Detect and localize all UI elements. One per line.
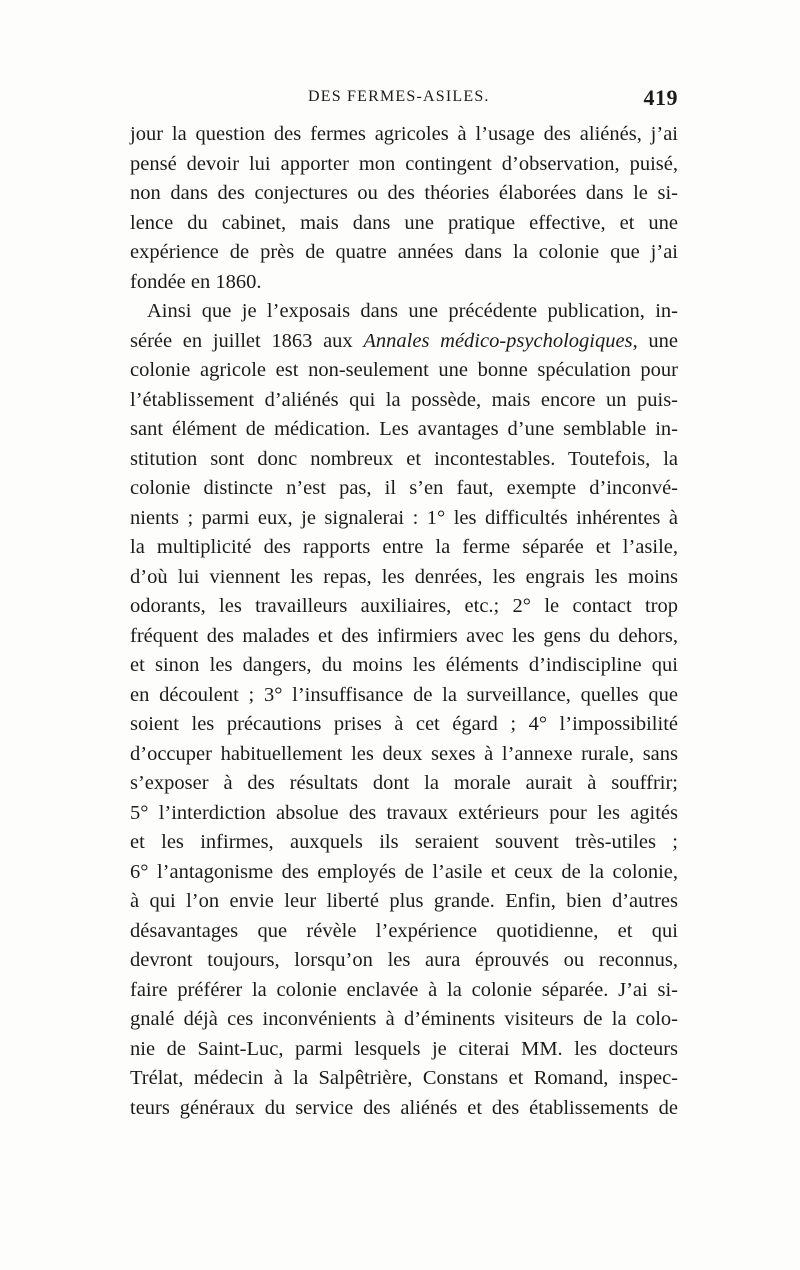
journal-title: Annales médico-psychologiques	[363, 329, 633, 352]
text-line: 6° l’antagonisme des employés de l’asile et ceux de la colonie,	[130, 860, 678, 883]
text-line: fondée en 1860.	[130, 270, 262, 293]
text-line: devront toujours, lorsqu’on les aura éprouvés ou reconnus,	[130, 949, 678, 971]
running-head	[130, 85, 678, 116]
text-line: 5° l’interdiction absolue des travaux extérieurs pour les agités	[130, 801, 678, 824]
text-line: non dans des conjectures ou des théories élaborées dans le si-	[130, 182, 678, 204]
text-line: d’occuper habituellement les deux sexes à l’annexe rurale, sans	[130, 742, 678, 765]
page-number: 419	[643, 85, 678, 110]
text-line: l’établissement d’aliénés qui la possède, mais encore un puis-	[130, 388, 678, 411]
text-line: désavantages que révèle l’expérience quotidienne, et qui	[130, 919, 678, 942]
text-line: odorants, les travailleurs auxiliaires, etc.; 2° le contact trop	[130, 595, 678, 617]
text-line: la multiplicité des rapports entre la ferme séparée et l’asile,	[130, 536, 678, 558]
text-segment: , une	[632, 329, 678, 352]
text-line: jour la question des fermes agricoles à l’usage des aliénés, j’ai	[130, 123, 678, 145]
text-line: Trélat, médecin à la Salpêtrière, Constans et Romand, inspec-	[130, 1067, 678, 1089]
body-text	[130, 120, 678, 1123]
text-line: stitution sont donc nombreux et incontestables. Toutefois, la	[130, 447, 678, 470]
text-line: lence du cabinet, mais dans une pratique effective, et une	[130, 211, 678, 234]
text-line-with-italic	[130, 327, 678, 357]
text-segment: sérée en juillet 1863 aux	[130, 329, 364, 352]
text-line: et les infirmes, auxquels ils seraient souvent très-utiles ;	[130, 831, 678, 853]
text-line: expérience de près de quatre années dans la colonie que j’ai	[130, 241, 678, 263]
text-line: et sinon les dangers, du moins les éléments d’indiscipline qui	[130, 654, 678, 676]
text-line: Ainsi que je l’exposais dans une précédente publication, in-	[147, 300, 678, 322]
text-line: sant élément de médication. Les avantages d’une semblable in-	[130, 418, 678, 440]
text-line: d’où lui viennent les repas, les denrées, les engrais les moins	[130, 565, 678, 588]
text-line: à qui l’on envie leur liberté plus grande. Enfin, bien d’autres	[130, 890, 678, 912]
text-line: s’exposer à des résultats dont la morale aurait à souffrir;	[130, 772, 678, 794]
text-line: colonie distincte n’est pas, il s’en faut, exempte d’inconvé-	[130, 477, 678, 499]
text-line: soient les précautions prises à cet égard ; 4° l’impossibilité	[130, 713, 678, 735]
text-line: teurs généraux du service des aliénés et des établissements de	[130, 1096, 678, 1119]
running-title: DES FERMES-ASILES.	[308, 88, 490, 105]
text-line: nie de Saint-Luc, parmi lesquels je citerai MM. les docteurs	[130, 1037, 678, 1060]
text-line: pensé devoir lui apporter mon contingent d’observation, puisé,	[130, 152, 678, 175]
text-line: colonie agricole est non-seulement une bonne spéculation pour	[130, 359, 678, 381]
text-line: fréquent des malades et des infirmiers avec les gens du dehors,	[130, 624, 678, 647]
text-line: en découlent ; 3° l’insuffisance de la surveillance, quelles que	[130, 683, 678, 706]
text-line: gnalé déjà ces inconvénients à d’éminents visiteurs de la colo-	[130, 1008, 678, 1030]
text-line: faire préférer la colonie enclavée à la colonie séparée. J’ai si-	[130, 978, 678, 1001]
text-line: nients ; parmi eux, je signalerai : 1° les difficultés inhérentes à	[130, 506, 678, 529]
